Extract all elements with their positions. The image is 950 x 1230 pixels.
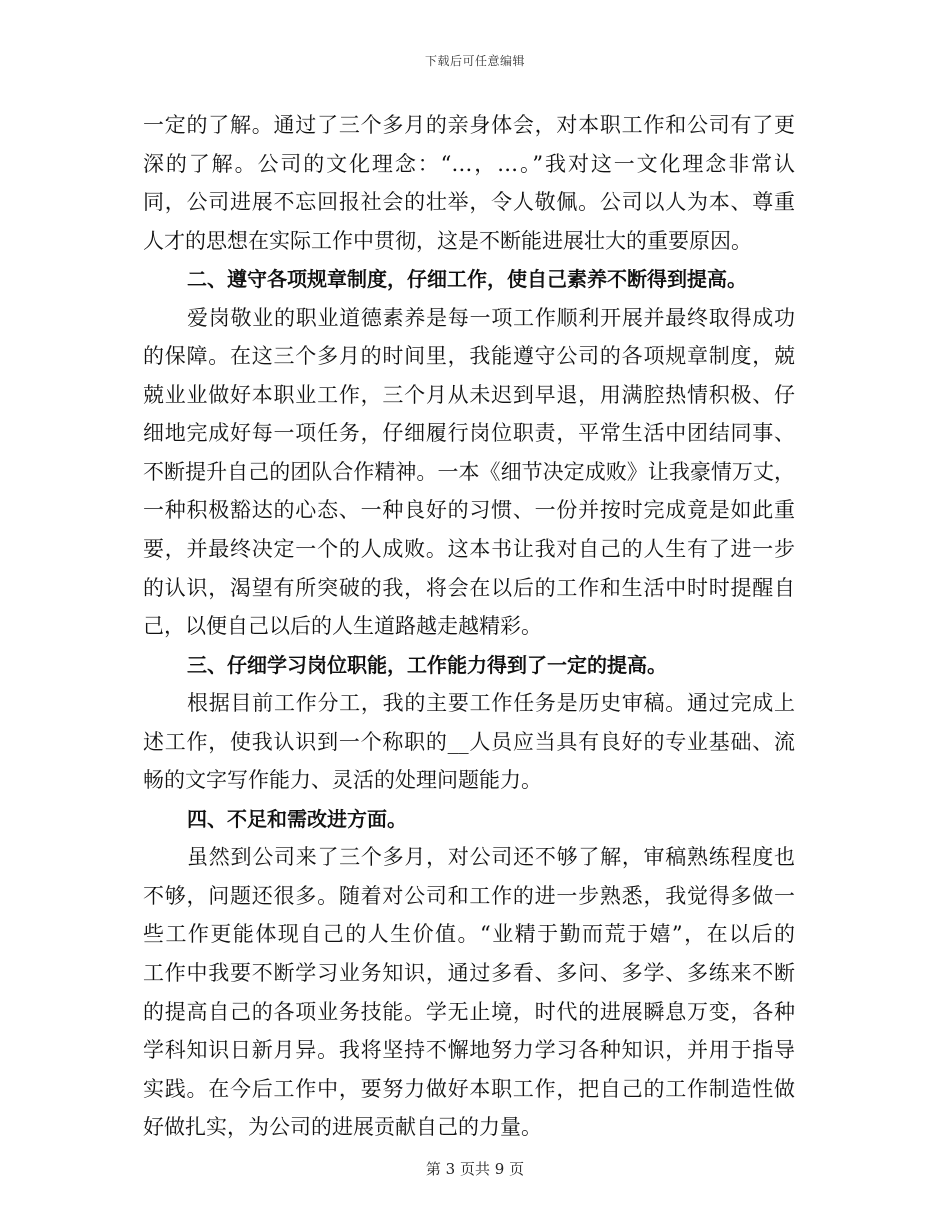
body-text-line: 一定的了解。通过了三个多月的亲身体会，对本职工作和公司有了更	[143, 113, 795, 137]
body-text-line: 学科知识日新月异。我将坚持不懈地努力学习各种知识，并用于指导	[143, 1038, 795, 1063]
body-text-line: 不够，问题还很多。随着对公司和工作的进一步熟悉，我觉得多做一	[143, 883, 795, 908]
paragraph-first-line: 根据目前工作分工，我的主要工作任务是历史审稿。通过完成上	[187, 691, 795, 716]
body-text-line: 深的了解。公司的文化理念：“…，…。”我对这一文化理念非常认	[143, 151, 795, 176]
paragraph-first-line: 虽然到公司来了三个多月，对公司还不够了解，审稿熟练程度也	[187, 845, 795, 870]
body-text-line: 工作中我要不断学习业务知识，通过多看、多问、多学、多练来不断	[143, 961, 795, 986]
body-text-line: 些工作更能体现自己的人生价值。“业精于勤而荒于嬉”，在以后的	[143, 922, 795, 947]
body-text-line: 同，公司进展不忘回报社会的壮举，令人敬佩。公司以人为本、尊重	[143, 190, 795, 215]
paragraph-first-line: 爱岗敬业的职业道德素养是每一项工作顺利开展并最终取得成功	[187, 305, 795, 330]
page-number-footer: 第 3 页共 9 页	[425, 1160, 525, 1178]
body-text-line: 要，并最终决定一个的人成败。这本书让我对自己的人生有了进一步	[143, 537, 795, 562]
paragraph-last-line: 己，以便自己以后的人生道路越走越精彩。	[143, 614, 542, 639]
paragraph-last-line: 畅的文字写作能力、灵活的处理问题能力。	[143, 768, 542, 793]
section-heading: 二、遵守各项规章制度，仔细工作，使自己素养不断得到提高。	[187, 267, 747, 292]
body-text-line: 的提高自己的各项业务技能。学无止境，时代的进展瞬息万变，各种	[143, 999, 795, 1024]
body-text-line: 细地完成好每一项任务，仔细履行岗位职责，平常生活中团结同事、	[143, 421, 795, 446]
body-text-line: 一种积极豁达的心态、一种良好的习惯、一份并按时完成竟是如此重	[143, 498, 795, 523]
paragraph-last-line: 人才的思想在实际工作中贯彻，这是不断能进展壮大的重要原因。	[143, 228, 752, 253]
page-header: 下载后可任意编辑	[424, 54, 525, 68]
body-text-line: 不断提升自己的团队合作精神。一本《细节决定成败》让我豪情万丈，	[143, 459, 795, 484]
body-text-line: 述工作，使我认识到一个称职的__人员应当具有良好的专业基础、流	[143, 729, 795, 754]
body-text-line: 的认识，渴望有所突破的我，将会在以后的工作和生活中时时提醒自	[143, 575, 795, 600]
section-heading: 四、不足和需改进方面。	[187, 806, 407, 831]
body-text-line: 实践。在今后工作中，要努力做好本职工作，把自己的工作制造性做	[143, 1076, 795, 1101]
section-heading: 三、仔细学习岗位职能，工作能力得到了一定的提高。	[187, 652, 667, 677]
paragraph-last-line: 好做扎实，为公司的进展贡献自己的力量。	[143, 1115, 542, 1140]
body-text-line: 的保障。在这三个多月的时间里，我能遵守公司的各项规章制度，兢	[143, 344, 795, 369]
body-text-line: 兢业业做好本职业工作，三个月从未迟到早退，用满腔热情积极、仔	[143, 382, 795, 407]
document-body	[143, 106, 795, 1147]
